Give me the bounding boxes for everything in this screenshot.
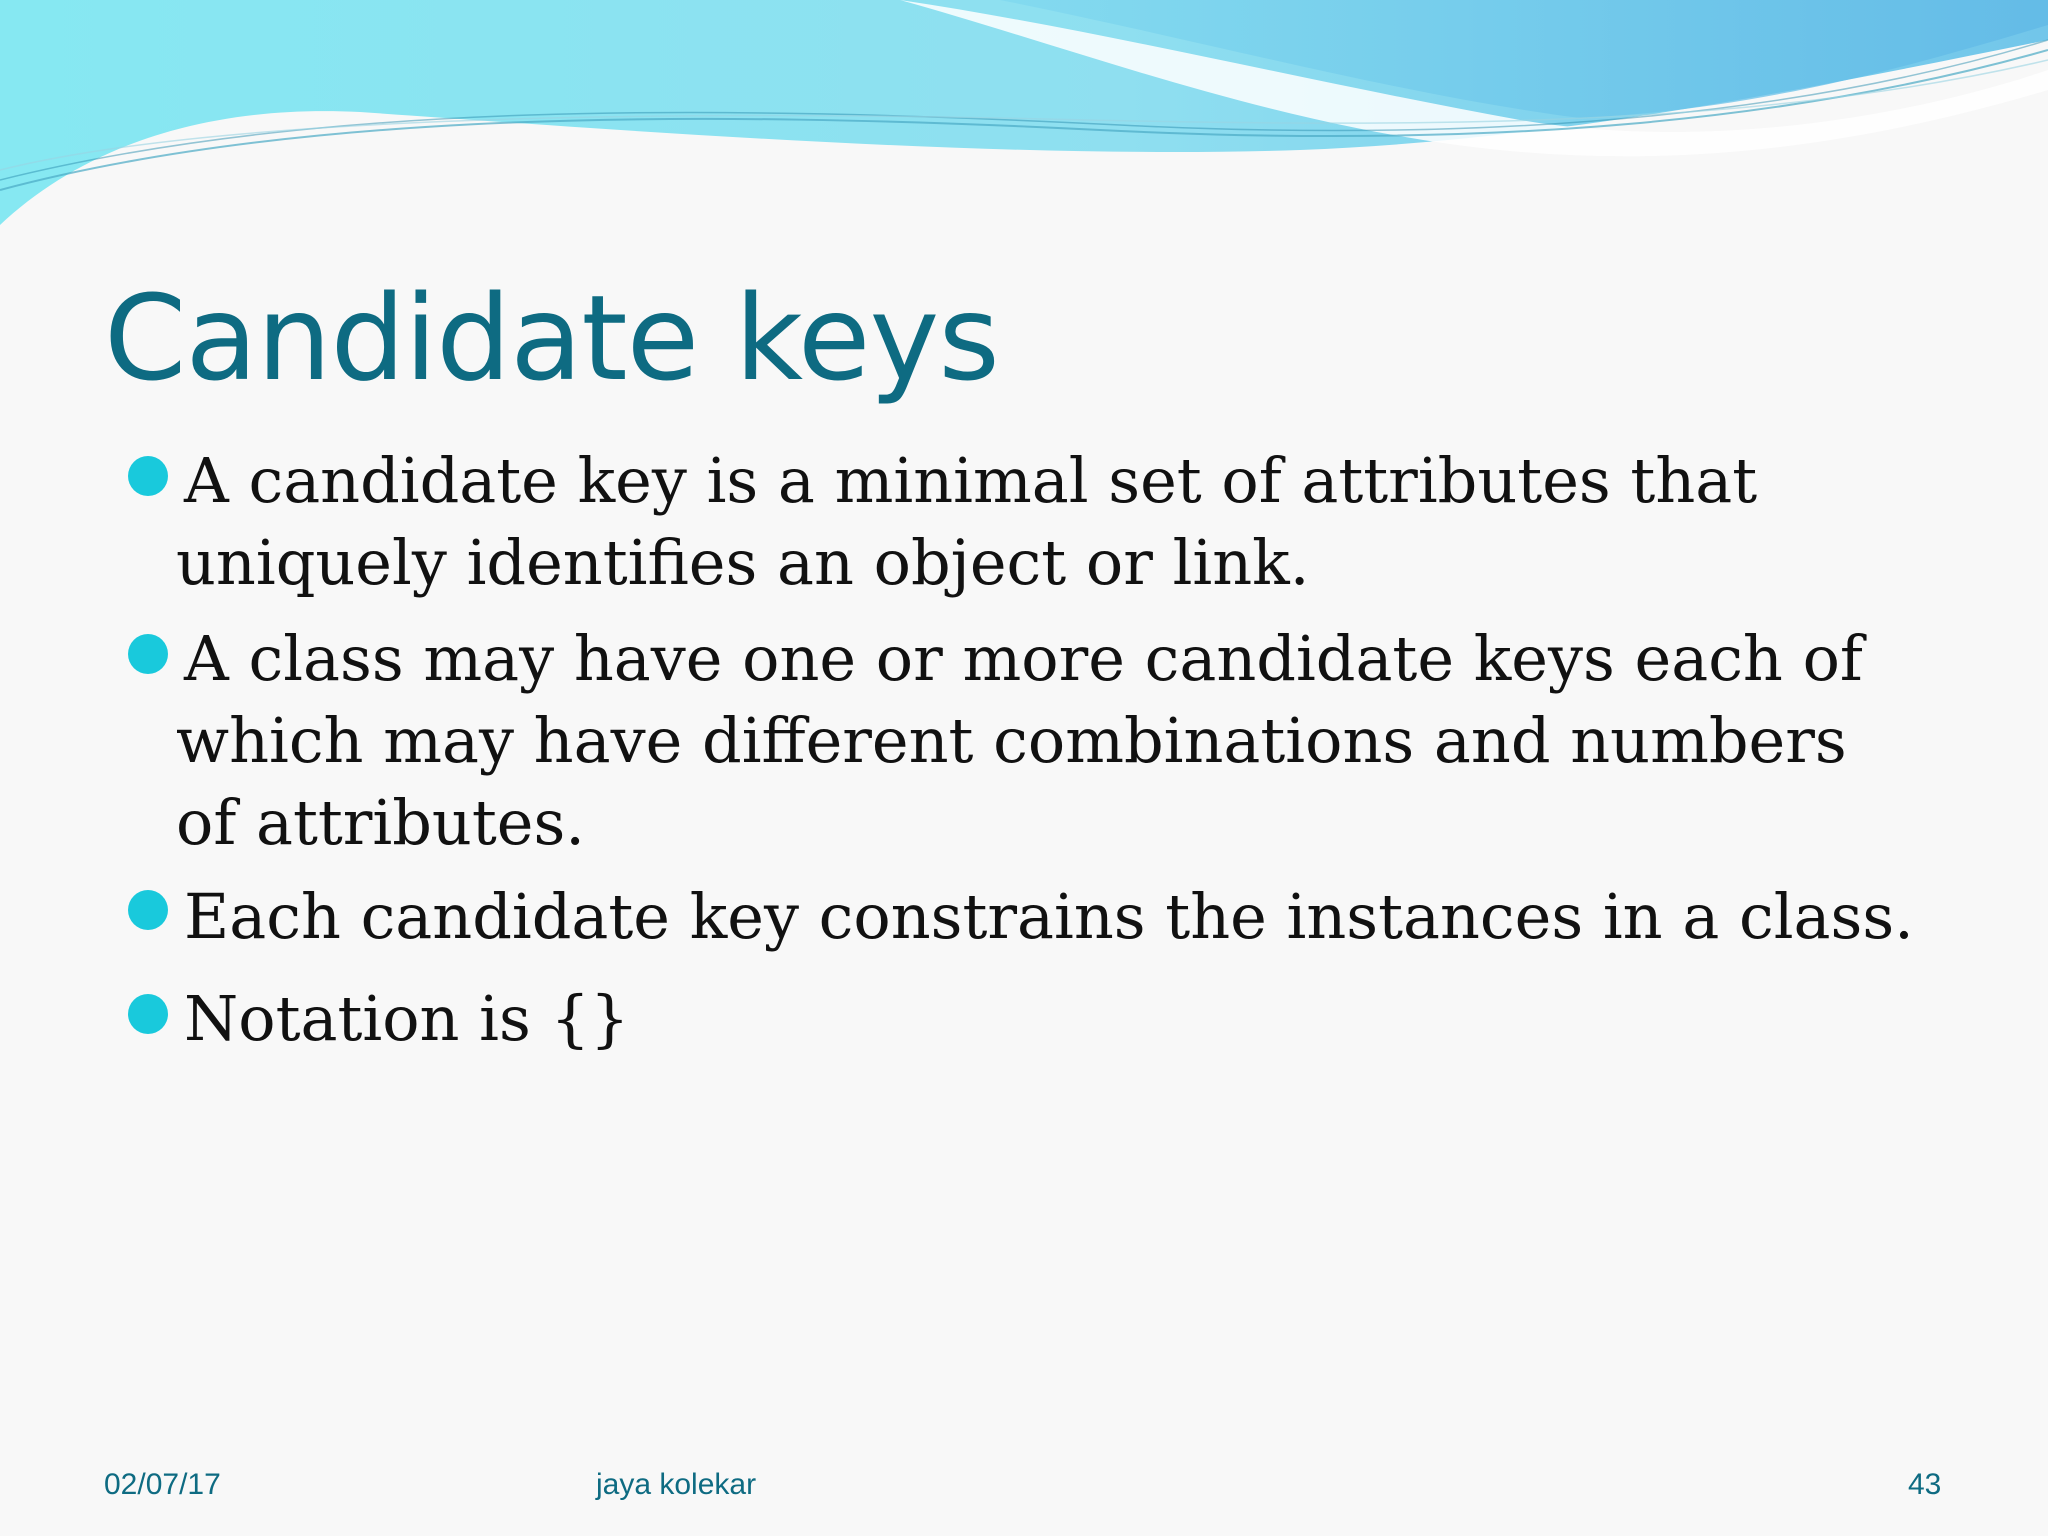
bullet-text: [184, 978, 629, 1060]
slide-number: 43: [1908, 1468, 1942, 1501]
bullet-line: of attributes.: [176, 786, 585, 859]
bullet-line: Each candidate key constrains the instances in a class.: [184, 880, 1914, 953]
bullet-line: A candidate key is a minimal set of attributes that: [184, 444, 1758, 517]
bullet-text: [176, 618, 1863, 864]
bullet-dot-icon: [128, 634, 168, 674]
bullet-line: uniquely identifies an object or link.: [176, 526, 1310, 599]
footer-author: jaya kolekar: [596, 1468, 757, 1501]
bullet-text: [184, 876, 1914, 958]
bullet-dot-icon: [128, 456, 168, 496]
bullet-line: A class may have one or more candidate keys each of: [184, 622, 1863, 695]
bullet-line: which may have different combinations and numbers: [176, 704, 1847, 777]
footer-date: 02/07/17: [104, 1468, 221, 1501]
bullet-dot-icon: [128, 994, 168, 1034]
bullet-text: [176, 440, 1758, 604]
bullet-dot-icon: [128, 890, 168, 930]
slide-title: Candidate keys: [104, 269, 999, 407]
bullet-line: Notation is {}: [184, 982, 630, 1055]
